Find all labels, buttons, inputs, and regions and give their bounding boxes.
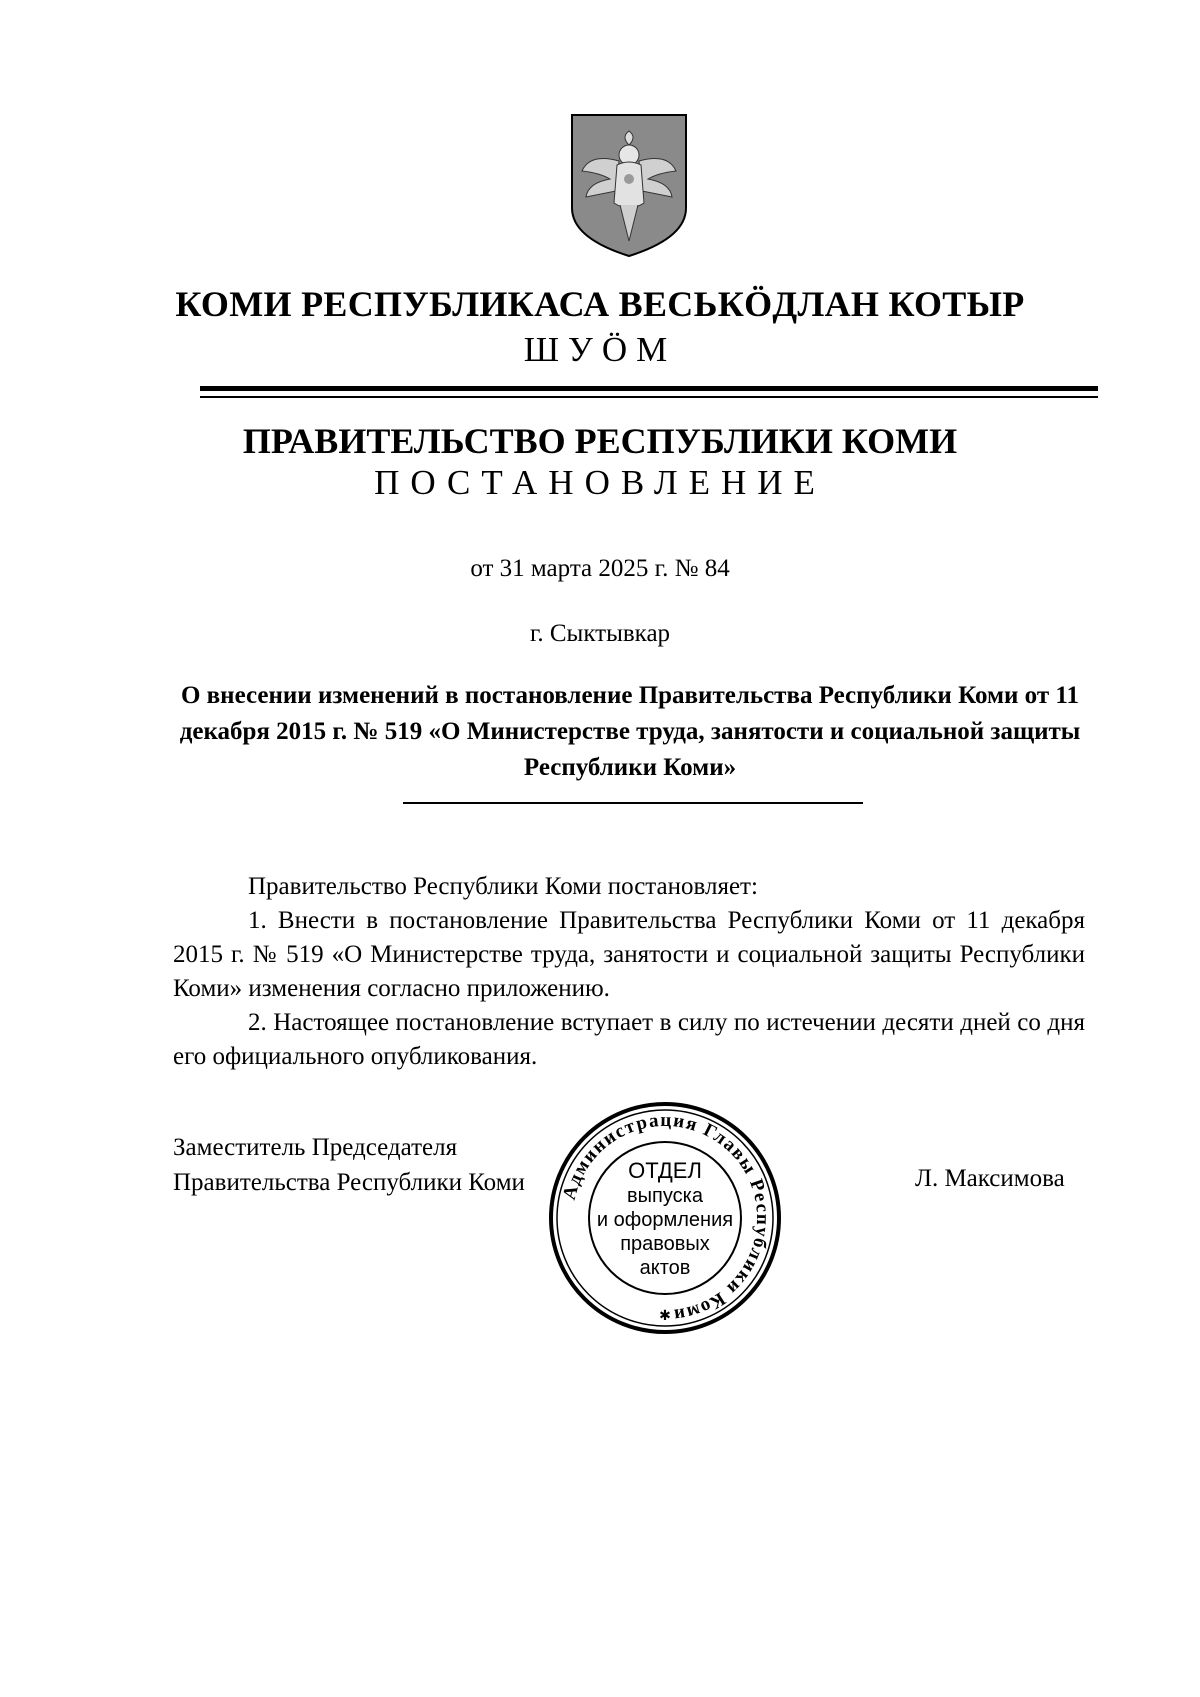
stamp-star-icon: ✱: [659, 1309, 671, 1324]
document-subject: О внесении изменений в постановление Правительства Республики Коми от 11 декабря 2015 г. № 519 «О Министерстве труда, занятости и социальной защиты Республики Коми»: [179, 682, 1081, 781]
position-line: Правительства Республики Коми: [173, 1169, 525, 1196]
gov-doc-type: ПОСТАНОВЛЕНИЕ: [374, 463, 826, 502]
header-divider-thin: [200, 396, 1098, 398]
stamp-line: правовых: [620, 1233, 710, 1255]
gov-title: ПРАВИТЕЛЬСТВО РЕСПУБЛИКИ КОМИ: [242, 421, 958, 461]
header-divider-thick: [200, 386, 1098, 391]
stamp-ring-text: Администрация Главы Республики Коми: [558, 1109, 774, 1326]
stamp-line: ОТДЕЛ: [628, 1158, 702, 1183]
body-paragraph: 1. Внести в постановление Правительства Республики Коми от 11 декабря 2015 г. № 519 «О Министерстве труда, занятости и социальной защиты Республики Коми» изменения согласно приложению.: [173, 907, 1085, 1002]
komi-doc-type: ШУӦМ: [523, 330, 677, 369]
signatory-name: Л. Максимова: [915, 1165, 1065, 1192]
body-paragraph: 2. Настоящее постановление вступает в силу по истечении десяти дней со дня его официального опубликования.: [173, 1009, 1085, 1070]
city: г. Сыктывкар: [529, 620, 671, 647]
komi-title: КОМИ РЕСПУБЛИКАСА ВЕСЬКӦДЛАН КОТЫР: [175, 284, 1025, 324]
document-body: [173, 870, 1085, 1074]
coat-of-arms-icon: [570, 113, 688, 258]
date-number: от 31 марта 2025 г. № 84: [470, 555, 730, 582]
stamp-line: актов: [639, 1257, 691, 1279]
official-stamp: [545, 1098, 785, 1338]
signatory-position: [173, 1130, 525, 1200]
subject-underline: [403, 802, 863, 804]
stamp-line: выпуска: [627, 1185, 703, 1207]
stamp-line: и оформления: [596, 1209, 734, 1231]
body-paragraph: Правительство Республики Коми постановляет:: [248, 873, 758, 900]
position-line: Заместитель Председателя: [173, 1134, 458, 1161]
